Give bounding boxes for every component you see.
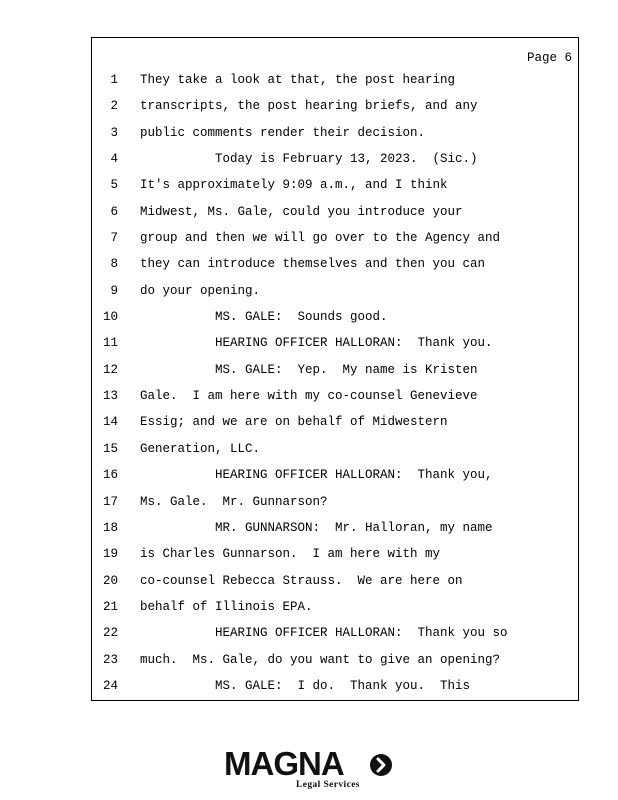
line-text: Generation, LLC. — [140, 441, 261, 456]
transcript-page — [91, 37, 579, 701]
line-text: Midwest, Ms. Gale, could you introduce your — [140, 204, 463, 219]
transcript-line — [92, 204, 578, 230]
line-number: 11 — [102, 336, 118, 351]
line-text: transcripts, the post hearing briefs, and any — [140, 99, 478, 114]
transcript-line — [92, 520, 578, 546]
page-number: Page 6 — [526, 51, 572, 65]
line-text: HEARING OFFICER HALLORAN: Thank you, — [140, 468, 493, 483]
line-number: 8 — [110, 257, 118, 272]
line-text: MS. GALE: I do. Thank you. This — [140, 678, 471, 693]
line-number: 20 — [102, 573, 118, 588]
line-text: Ms. Gale. Mr. Gunnarson? — [140, 494, 328, 509]
magna-logo — [224, 746, 396, 794]
line-number: 18 — [102, 520, 118, 535]
transcript-line — [92, 467, 578, 493]
line-text: Today is February 13, 2023. (Sic.) — [140, 152, 478, 167]
transcript-line — [92, 546, 578, 572]
transcript-line — [92, 283, 578, 309]
line-text: behalf of Illinois EPA. — [140, 599, 313, 614]
transcript-line — [92, 256, 578, 282]
transcript-line — [92, 625, 578, 651]
transcript-line — [92, 125, 578, 151]
line-number: 2 — [110, 99, 118, 114]
transcript-line — [92, 494, 578, 520]
line-number: 6 — [110, 204, 118, 219]
line-text: do your opening. — [140, 283, 261, 298]
line-number: 1 — [110, 73, 118, 87]
line-number: 13 — [102, 389, 118, 404]
line-text: much. Ms. Gale, do you want to give an opening? — [140, 652, 501, 667]
line-number: 23 — [102, 652, 118, 667]
logo-subtitle: Legal Services — [296, 780, 360, 790]
transcript-line — [92, 388, 578, 414]
transcript-line — [92, 678, 578, 704]
line-text: they can introduce themselves and then you can — [140, 257, 486, 272]
line-text: group and then we will go over to the Agency and — [140, 231, 501, 246]
line-number: 17 — [102, 494, 118, 509]
line-number: 21 — [102, 599, 118, 614]
transcript-line — [92, 362, 578, 388]
transcript-line — [92, 98, 578, 124]
line-number: 10 — [102, 310, 118, 325]
transcript-line — [92, 414, 578, 440]
transcript-lines — [92, 72, 578, 704]
transcript-line — [92, 441, 578, 467]
line-text: They take a look at that, the post hearing — [140, 73, 456, 87]
transcript-line — [92, 151, 578, 177]
line-text: public comments render their decision. — [140, 125, 426, 140]
line-number: 4 — [110, 152, 118, 167]
line-text: MS. GALE: Sounds good. — [140, 310, 388, 325]
line-text: HEARING OFFICER HALLORAN: Thank you so — [140, 626, 508, 641]
line-text: Gale. I am here with my co-counsel Genevieve — [140, 389, 478, 404]
transcript-line — [92, 335, 578, 361]
logo-wordmark: MAGNA — [224, 745, 344, 782]
line-number: 24 — [102, 678, 118, 693]
arrow-right-circle-icon — [370, 754, 392, 776]
transcript-line — [92, 72, 578, 98]
line-text: MS. GALE: Yep. My name is Kristen — [140, 362, 478, 377]
line-number: 15 — [102, 441, 118, 456]
line-number: 19 — [102, 547, 118, 562]
line-number: 16 — [102, 468, 118, 483]
transcript-line — [92, 573, 578, 599]
line-number: 12 — [102, 362, 118, 377]
transcript-line — [92, 599, 578, 625]
transcript-line — [92, 652, 578, 678]
transcript-line — [92, 309, 578, 335]
line-number: 22 — [102, 626, 118, 641]
transcript-line — [92, 177, 578, 203]
line-number: 3 — [110, 125, 118, 140]
line-text: is Charles Gunnarson. I am here with my — [140, 547, 441, 562]
transcript-line — [92, 230, 578, 256]
line-text: MR. GUNNARSON: Mr. Halloran, my name — [140, 520, 493, 535]
line-number: 14 — [102, 415, 118, 430]
line-text: HEARING OFFICER HALLORAN: Thank you. — [140, 336, 493, 351]
line-number: 5 — [110, 178, 118, 193]
line-text: co-counsel Rebecca Strauss. We are here on — [140, 573, 463, 588]
line-text: Essig; and we are on behalf of Midwestern — [140, 415, 448, 430]
line-number: 7 — [110, 231, 118, 246]
line-text: It's approximately 9:09 a.m., and I think — [140, 178, 448, 193]
line-number: 9 — [110, 283, 118, 298]
